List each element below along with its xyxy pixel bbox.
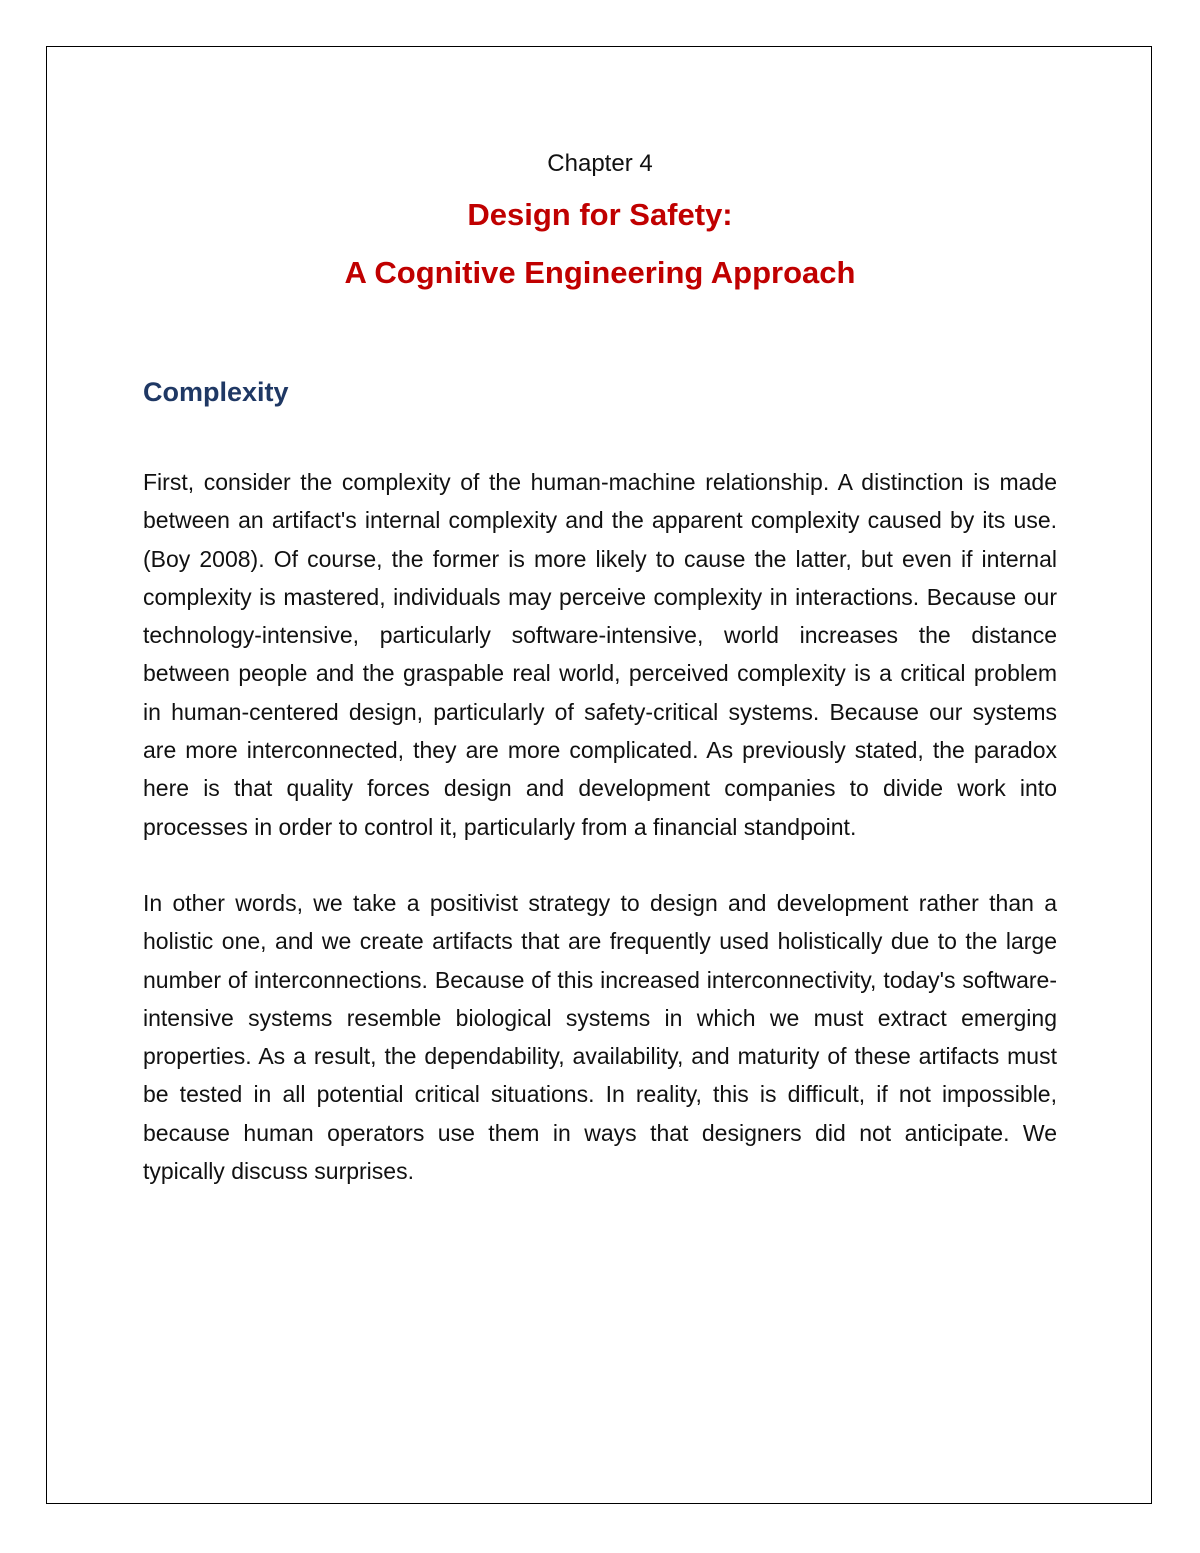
section-heading: Complexity <box>143 377 289 407</box>
chapter-title <box>143 186 1057 302</box>
body-paragraph-2: In other words, we take a positivist strategy to design and development rather than a holistic one, and we create artifacts that are frequently used holistically due to the large number of interconnections. Because of this increased interconnectivity, today's software-intensive systems resemble biological systems in which we must extract emerging properties. As a result, the dependability, availability, and maturity of these artifacts must be tested in all potential critical situations. In reality, this is difficult, if not impossible, because human operators use them in ways that designers did not anticipate. We typically discuss surprises. <box>143 889 1057 1185</box>
body-paragraph-1: First, consider the complexity of the human-machine relationship. A distinction is made between an artifact's internal complexity and the apparent complexity caused by its use. (Boy 2008). Of course, the former is more likely to cause the latter, but even if internal complexity is mastered, individuals may perceive complexity in interactions. Because our technology-intensive, particularly software-intensive, world increases the distance between people and the graspable real world, perceived complexity is a critical problem in human-centered design, particularly of safety-critical systems. Because our systems are more interconnected, they are more complicated. As previously stated, the paradox here is that quality forces design and development companies to divide work into processes in order to control it, particularly from a financial standpoint. <box>143 469 1057 840</box>
chapter-title-line-1: Design for Safety: <box>467 197 733 232</box>
chapter-title-line-2: A Cognitive Engineering Approach <box>344 255 856 290</box>
chapter-label: Chapter 4 <box>547 150 653 177</box>
document-content <box>143 148 1057 1190</box>
